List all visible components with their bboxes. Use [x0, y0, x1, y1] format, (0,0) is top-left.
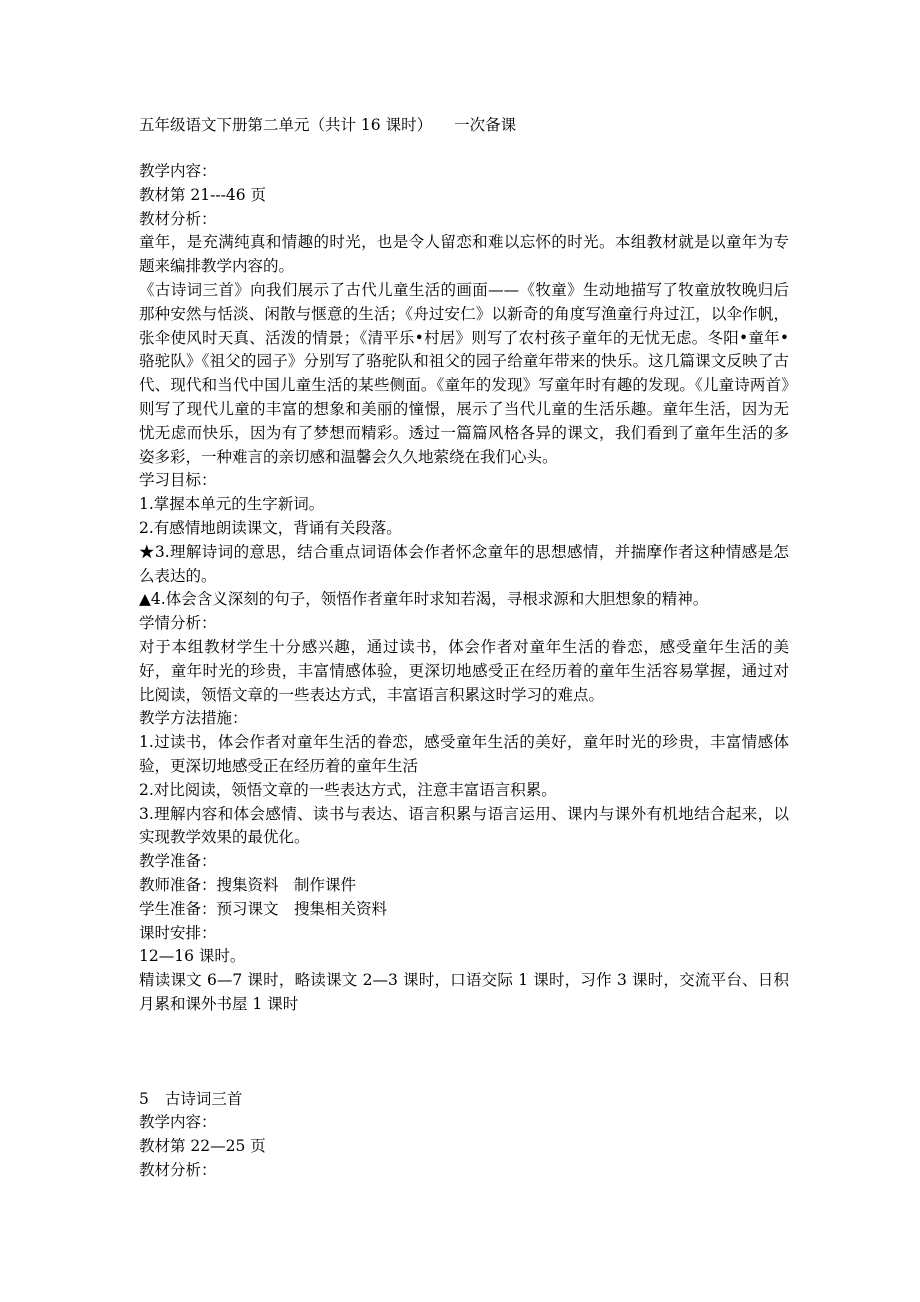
lesson-section [139, 1088, 789, 1183]
document-body [139, 160, 789, 1183]
teacher-prep: 教师准备：搜集资料 制作课件 [139, 875, 357, 894]
student-prep: 学生准备：预习课文 搜集相关资料 [139, 899, 388, 918]
unit-content-label: 教学内容： [139, 162, 217, 180]
goals-label: 学习目标： [139, 471, 217, 490]
lesson-title [139, 1088, 789, 1112]
schedule-total: 12—16 课时。 [139, 947, 246, 966]
learner-label: 学情分析： [139, 614, 217, 633]
prep-label: 教学准备： [139, 852, 217, 871]
lesson-analysis-label: 教材分析： [139, 1161, 217, 1180]
title-main: 五年级语文下册第二单元（共计 16 课时） [139, 116, 433, 134]
unit-content-value: 教材第 21---46 页 [139, 185, 267, 204]
lesson-content-label: 教学内容： [139, 1113, 217, 1132]
goal-item: 2.有感情地朗读课文，背诵有关段落。 [139, 518, 402, 537]
goal-item: 1.掌握本单元的生字新词。 [139, 495, 325, 514]
lesson-title-text: 古诗词三首 [164, 1089, 243, 1108]
title-suffix: 一次备课 [454, 116, 517, 134]
methods-label: 教学方法措施： [139, 709, 248, 728]
unit-analysis-paragraph-2: 《古诗词三首》向我们展示了古代儿童生活的画面——《牧童》生动地描写了牧童放牧晚归后那种安然与恬淡、闲散与惬意的生活；《舟过安仁》以新奇的角度写渔童行舟过江，以伞作帆，张伞使风时天真、活泼的情景；《清平乐•村居》则写了农村孩子童年的无忧无虑。冬阳•童年•骆驼队》《祖父的园子》分别写了骆驼队和祖父的园子给童年带来的快乐。这几篇课文反映了古代、现代和当代中国儿童生活的某些侧面。《童年的发现》写童年时有趣的发现。《儿童诗两首》则写了现代儿童的丰富的想象和美丽的憧憬，展示了当代儿童的生活乐趣。童年生活，因为无忧无虑而快乐，因为有了梦想而精彩。透过一篇篇风格各异的课文，我们看到了童年生活的多姿多彩，一种难言的亲切感和温馨会久久地萦绕在我们心头。 [139, 280, 789, 466]
document-title [139, 113, 516, 137]
method-item: 3.理解内容和体会感情、读书与表达、语言积累与语言运用、课内与课外有机地结合起来，以实现教学效果的最优化。 [139, 804, 789, 847]
method-item: 2.对比阅读，领悟文章的一些表达方式，注意丰富语言积累。 [139, 780, 557, 799]
goal-item: ▲4.体会含义深刻的句子，领悟作者童年时求知若渴，寻根求源和大胆想象的精神。 [139, 590, 709, 609]
section-spacer [139, 1017, 789, 1088]
learner-text: 对于本组教材学生十分感兴趣，通过读书，体会作者对童年生活的眷恋，感受童年生活的美好，童年时光的珍贵，丰富情感体验，更深切地感受正在经历着的童年生活容易掌握，通过对比阅读，领悟文章的一些表达方式，丰富语言积累这时学习的难点。 [139, 637, 789, 704]
schedule-detail: 精读课文 6—7 课时，略读课文 2—3 课时，口语交际 1 课时，习作 3 课时，交流平台、日积月累和课外书屋 1 课时 [139, 971, 789, 1013]
lesson-content-value: 教材第 22—25 页 [139, 1137, 266, 1156]
method-item: 1.过读书，体会作者对童年生活的眷恋，感受童年生活的美好，童年时光的珍贵，丰富情感体验，更深切地感受正在经历着的童年生活 [139, 733, 789, 775]
unit-analysis-label: 教材分析： [139, 209, 217, 228]
schedule-label: 课时安排： [139, 923, 217, 942]
goal-item: ★3.理解诗词的意思，结合重点词语体会作者怀念童年的思想感情，并揣摩作者这种情感是怎么表达的。 [139, 542, 789, 585]
unit-analysis-paragraph-1: 童年，是充满纯真和情趣的时光，也是令人留恋和难以忘怀的时光。本组教材就是以童年为专题来编排教学内容的。 [139, 233, 789, 276]
lesson-number: 5 [139, 1089, 149, 1108]
